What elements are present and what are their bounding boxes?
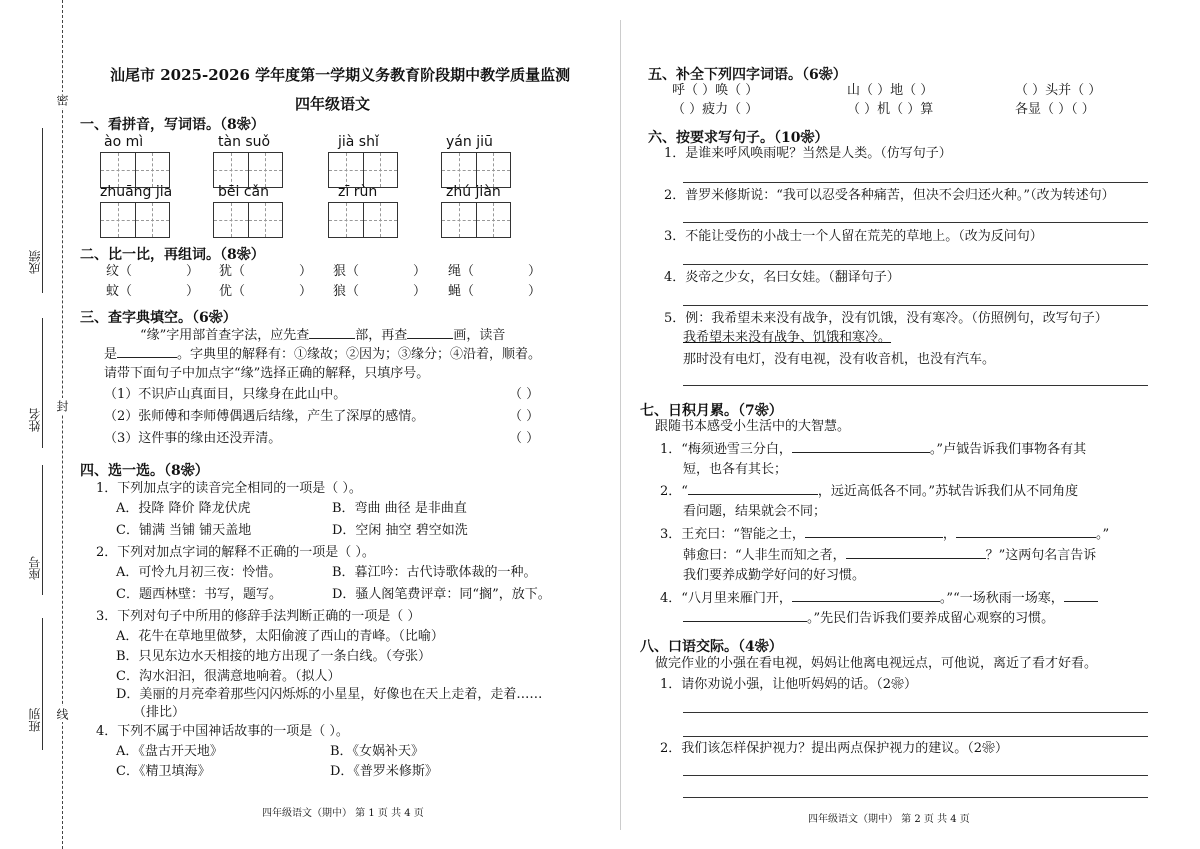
accumulation-q4-b: 。”“一场秋雨一场寒， (939, 591, 1064, 606)
accumulation-q1-b: 。”卢钺告诉我们事物各有其 (929, 442, 1087, 457)
radical-blank[interactable] (309, 338, 355, 339)
accumulation-q2-a: 2．“ (660, 484, 688, 499)
idiom-5[interactable]: （ ）机（ ）算 (847, 102, 934, 117)
idiom-6[interactable]: 各显（ ）（ ） (1015, 102, 1095, 117)
accumulation-q2-line1 (660, 484, 1078, 501)
accumulation-q3-a: 3．王充曰：“智能之士， (660, 527, 805, 542)
compare-paren-1[interactable]: ） (186, 264, 200, 279)
choice-q2: 2．下列对加点字词的解释不正确的一项是（ ）。 (96, 545, 375, 560)
oral-q2-answer-line-1[interactable] (683, 775, 1148, 776)
pronunciation-blank[interactable] (117, 357, 177, 358)
pinyin-1: ào mì (104, 134, 144, 150)
accumulation-q2-c: 看问题，结果就会不同； (683, 504, 827, 519)
choice-q4-b[interactable]: B．《女娲补天》 (330, 744, 425, 759)
accumulation-q3-blank1[interactable] (805, 537, 943, 538)
section-8-title: 八、口语交际。（4❀） (640, 639, 783, 655)
oral-q2-answer-line-2[interactable] (683, 797, 1148, 798)
choice-q4: 4．下列不属于中国神话故事的一项是（ ）。 (96, 724, 349, 739)
pinyin-8: zhú jiàn (446, 184, 501, 200)
answer-box-7[interactable] (328, 202, 398, 238)
seat-label: 座号 (28, 556, 42, 580)
compare-word-3: 狠（ (333, 264, 360, 279)
section-7-title: 七、日积月累。（7❀） (640, 403, 783, 419)
accumulation-q3-b: ， (942, 527, 956, 542)
answer-box-8[interactable] (441, 202, 511, 238)
dictionary-text-2a: 是 (104, 347, 118, 362)
compare-word-6: 优（ (219, 284, 246, 299)
pinyin-6: bēi cǎn (218, 184, 269, 200)
oral-q1-answer-line-2[interactable] (683, 736, 1148, 737)
accumulation-q4-line2 (683, 611, 1054, 628)
choice-q4-d[interactable]: D．《普罗米修斯》 (330, 764, 438, 779)
sentence-q1: 1．是谁来呼风唤雨呢？当然是人类。（仿写句子） (664, 146, 952, 161)
answer-box-4[interactable] (441, 152, 511, 188)
section-2-title: 二、比一比，再组词。（8❀） (80, 247, 265, 263)
accumulation-q4-blank2[interactable] (1064, 601, 1098, 602)
idiom-3[interactable]: （ ）头并（ ） (1015, 83, 1102, 98)
accumulation-q1-c: 短，也各有其长； (683, 462, 788, 477)
dictionary-q2-paren[interactable]: （ ） (509, 409, 540, 424)
section-6-title: 六、按要求写句子。（10❀） (648, 130, 829, 146)
choice-q1: 1．下列加点字的读音完全相同的一项是（ ）。 (96, 481, 362, 496)
sentence-q5-answer-line[interactable] (683, 385, 1148, 386)
class-field[interactable] (42, 618, 43, 750)
pinyin-3: jià shǐ (338, 134, 379, 150)
idiom-2[interactable]: 山（ ）地（ ） (847, 83, 934, 98)
accumulation-q3-d: 韩愈曰：“人非生而知之者， (683, 548, 846, 563)
choice-q2-b[interactable]: B．暮江吟：古代诗歌体裁的一种。 (332, 565, 537, 580)
margin-seal-mark: 封 (55, 400, 69, 412)
choice-q3-d-cont: （排比） (133, 705, 186, 720)
compare-word-5: 蚊（ (106, 284, 133, 299)
sentence-q5-example: 我希望未来没有战争、饥饿和寒冷。 (683, 330, 892, 345)
choice-q1-d[interactable]: D．空闲 抽空 碧空如洗 (332, 523, 468, 538)
dictionary-line-1 (140, 328, 505, 345)
choice-q3: 3．下列对句子中所用的修辞手法判断正确的一项是（ ） (96, 609, 421, 624)
pinyin-5: zhuāng jia (100, 184, 173, 200)
answer-box-6[interactable] (213, 202, 283, 238)
choice-q2-d[interactable]: D．骚人阁笔费评章：同“搁”，放下。 (332, 587, 551, 602)
margin-secret-mark: 密 (55, 94, 69, 106)
compare-word-8: 蝇（ (448, 284, 475, 299)
compare-paren-6[interactable]: ） (299, 284, 313, 299)
compare-paren-7[interactable]: ） (413, 284, 427, 299)
page-divider (620, 20, 621, 830)
choice-q1-b[interactable]: B．弯曲 曲径 是非曲直 (332, 501, 467, 516)
compare-paren-4[interactable]: ） (528, 264, 542, 279)
choice-q1-a[interactable]: A．投降 降价 降龙伏虎 (116, 501, 251, 516)
dictionary-q3-paren[interactable]: （ ） (509, 431, 540, 446)
idiom-4[interactable]: （ ）疲力（ ） (672, 102, 759, 117)
accumulation-q1-a: 1．“梅须逊雪三分白， (660, 442, 792, 457)
answer-box-3[interactable] (328, 152, 398, 188)
seat-field[interactable] (42, 465, 43, 595)
answer-box-2[interactable] (213, 152, 283, 188)
dictionary-text-2b: 。字典里的解释有：①缘故；②因为；③缘分；④沿着，顺着。 (177, 347, 542, 362)
accumulation-q3-e: ？”这两句名言告诉 (985, 548, 1097, 563)
sentence-q4: 4．炎帝之少女，名曰女娃。（翻译句子） (664, 270, 900, 285)
choice-q3-b[interactable]: B．只见东边水天相接的地方出现了一条白线。（夸张） (116, 649, 432, 664)
oral-q2: 2．我们该怎样保护视力？提出两点保护视力的建议。（2❀） (660, 741, 1009, 756)
accumulation-q3-c: 。” (1095, 527, 1110, 542)
dictionary-q2: （2）张师傅和李师傅偶遇后结缘，产生了深厚的感情。 (104, 409, 425, 424)
answer-box-1[interactable] (100, 152, 170, 188)
dictionary-q1: （1）不识庐山真面目，只缘身在此山中。 (104, 387, 347, 402)
score-label: 成绩 (28, 250, 42, 274)
accumulation-q1-blank[interactable] (792, 452, 930, 453)
compare-paren-5[interactable]: ） (186, 284, 200, 299)
pinyin-7: zī rùn (338, 184, 378, 200)
accumulation-q3-f: 我们要养成勤学好问的好习惯。 (683, 568, 866, 583)
accumulation-q2-b: ，远近高低各不同。”苏轼告诉我们从不同角度 (817, 484, 1079, 499)
compare-word-4: 绳（ (448, 264, 475, 279)
oral-q1-answer-line-1[interactable] (683, 712, 1148, 713)
compare-paren-3[interactable]: ） (413, 264, 427, 279)
compare-word-2: 犹（ (219, 264, 246, 279)
sentence-q5-source: 那时没有电灯，没有电视，没有收音机，也没有汽车。 (683, 352, 996, 367)
accumulation-q2-blank[interactable] (688, 494, 818, 495)
accumulation-q3-line1 (660, 527, 1109, 544)
accumulation-q4-line1 (660, 591, 1098, 608)
choice-q4-c[interactable]: C．《精卫填海》 (116, 764, 211, 779)
compare-paren-8[interactable]: ） (528, 284, 542, 299)
choice-q2-c[interactable]: C．题西林壁：书写，题写。 (116, 587, 282, 602)
name-label: 姓名 (28, 408, 42, 432)
exam-subtitle: 四年级语文 (295, 95, 371, 113)
dictionary-q1-paren[interactable]: （ ） (509, 387, 540, 402)
footer-page-2: 四年级语文（期中） 第 2 页 共 4 页 (808, 814, 970, 825)
sentence-q2-answer-line[interactable] (683, 222, 1148, 223)
accumulation-q3-blank2[interactable] (956, 537, 1096, 538)
oral-intro: 做完作业的小强在看电视，妈妈让他离电视远点，可他说，离近了看才好看。 (655, 656, 1098, 671)
choice-q3-a[interactable]: A．花牛在草地里做梦，太阳偷渡了西山的青峰。（比喻） (116, 629, 444, 644)
pinyin-2: tàn suǒ (218, 134, 271, 150)
choice-q4-a[interactable]: A．《盘古开天地》 (116, 744, 223, 759)
dictionary-text-1b: 部，再查 (355, 328, 408, 343)
accumulation-q4-blank1[interactable] (792, 601, 940, 602)
exam-title: 汕尾市 2025-2026 学年度第一学期义务教育阶段期中教学质量监测 (110, 66, 571, 84)
choice-q1-c[interactable]: C．铺满 当铺 铺天盖地 (116, 523, 252, 538)
sentence-q4-answer-line[interactable] (683, 305, 1148, 306)
accumulation-q3-blank3[interactable] (846, 558, 986, 559)
compare-word-7: 狼（ (333, 284, 360, 299)
choice-q2-a[interactable]: A．可怜九月初三夜：怜惜。 (116, 565, 282, 580)
sentence-q2: 2．普罗米修斯说：“我可以忍受各种痛苦，但决不会归还火种。”（改为转述句） (664, 188, 1115, 203)
dictionary-q3: （3）这件事的缘由还没弄清。 (104, 431, 282, 446)
compare-paren-2[interactable]: ） (299, 264, 313, 279)
accumulation-q4-c: 。”先民们告诉我们要养成留心观察的习惯。 (807, 611, 1055, 626)
accumulation-q1-line1 (660, 442, 1086, 459)
sentence-q3: 3．不能让受伤的小战士一个人留在荒芜的草地上。（改为反问句） (664, 229, 1043, 244)
sentence-q5: 5．例：我希望未来没有战争，没有饥饿，没有寒冷。（仿照例句，改写句子） (664, 311, 1108, 326)
accumulation-q4-blank3[interactable] (683, 621, 807, 622)
dictionary-line-3: 请带下面句子中加点字“缘”选择正确的解释，只填序号。 (104, 366, 430, 381)
section-5-title: 五、补全下列四字词语。（6❀） (648, 67, 847, 83)
compare-word-1: 纹（ (106, 264, 133, 279)
accumulation-q4-a: 4．“八月里来雁门开， (660, 591, 792, 606)
dictionary-text-1c: 画，读音 (453, 328, 506, 343)
pinyin-4: yán jiū (446, 134, 493, 150)
stroke-count-blank[interactable] (407, 338, 453, 339)
dictionary-line-2 (104, 347, 541, 364)
section-3-title: 三、查字典填空。（6❀） (80, 310, 237, 326)
choice-q3-d[interactable]: D．美丽的月亮牵着那些闪闪烁烁的小星星，好像也在天上走着，走着…… (116, 687, 543, 702)
footer-page-1: 四年级语文（期中） 第 1 页 共 4 页 (262, 808, 424, 819)
answer-box-5[interactable] (100, 202, 170, 238)
section-1-title: 一、看拼音，写词语。（8❀） (80, 117, 265, 133)
accumulation-intro: 跟随书本感受小生活中的大智慧。 (655, 419, 851, 434)
margin-line-mark: 线 (55, 708, 69, 720)
choice-q3-c[interactable]: C．沟水汩汩，很满意地响着。（拟人） (116, 669, 341, 684)
idiom-1[interactable]: 呼（ ）唤（ ） (672, 83, 759, 98)
sentence-q3-answer-line[interactable] (683, 264, 1148, 265)
score-field[interactable] (42, 128, 43, 293)
class-label: 班别 (28, 708, 42, 732)
name-field[interactable] (42, 318, 43, 448)
section-4-title: 四、选一选。（8❀） (80, 463, 209, 479)
accumulation-q3-line2 (683, 548, 1096, 565)
sentence-q1-answer-line[interactable] (683, 182, 1148, 183)
dictionary-text-1a: “缘”字用部首查字法，应先查 (140, 328, 310, 343)
oral-q1: 1．请你劝说小强，让他听妈妈的话。（2❀） (660, 677, 918, 692)
